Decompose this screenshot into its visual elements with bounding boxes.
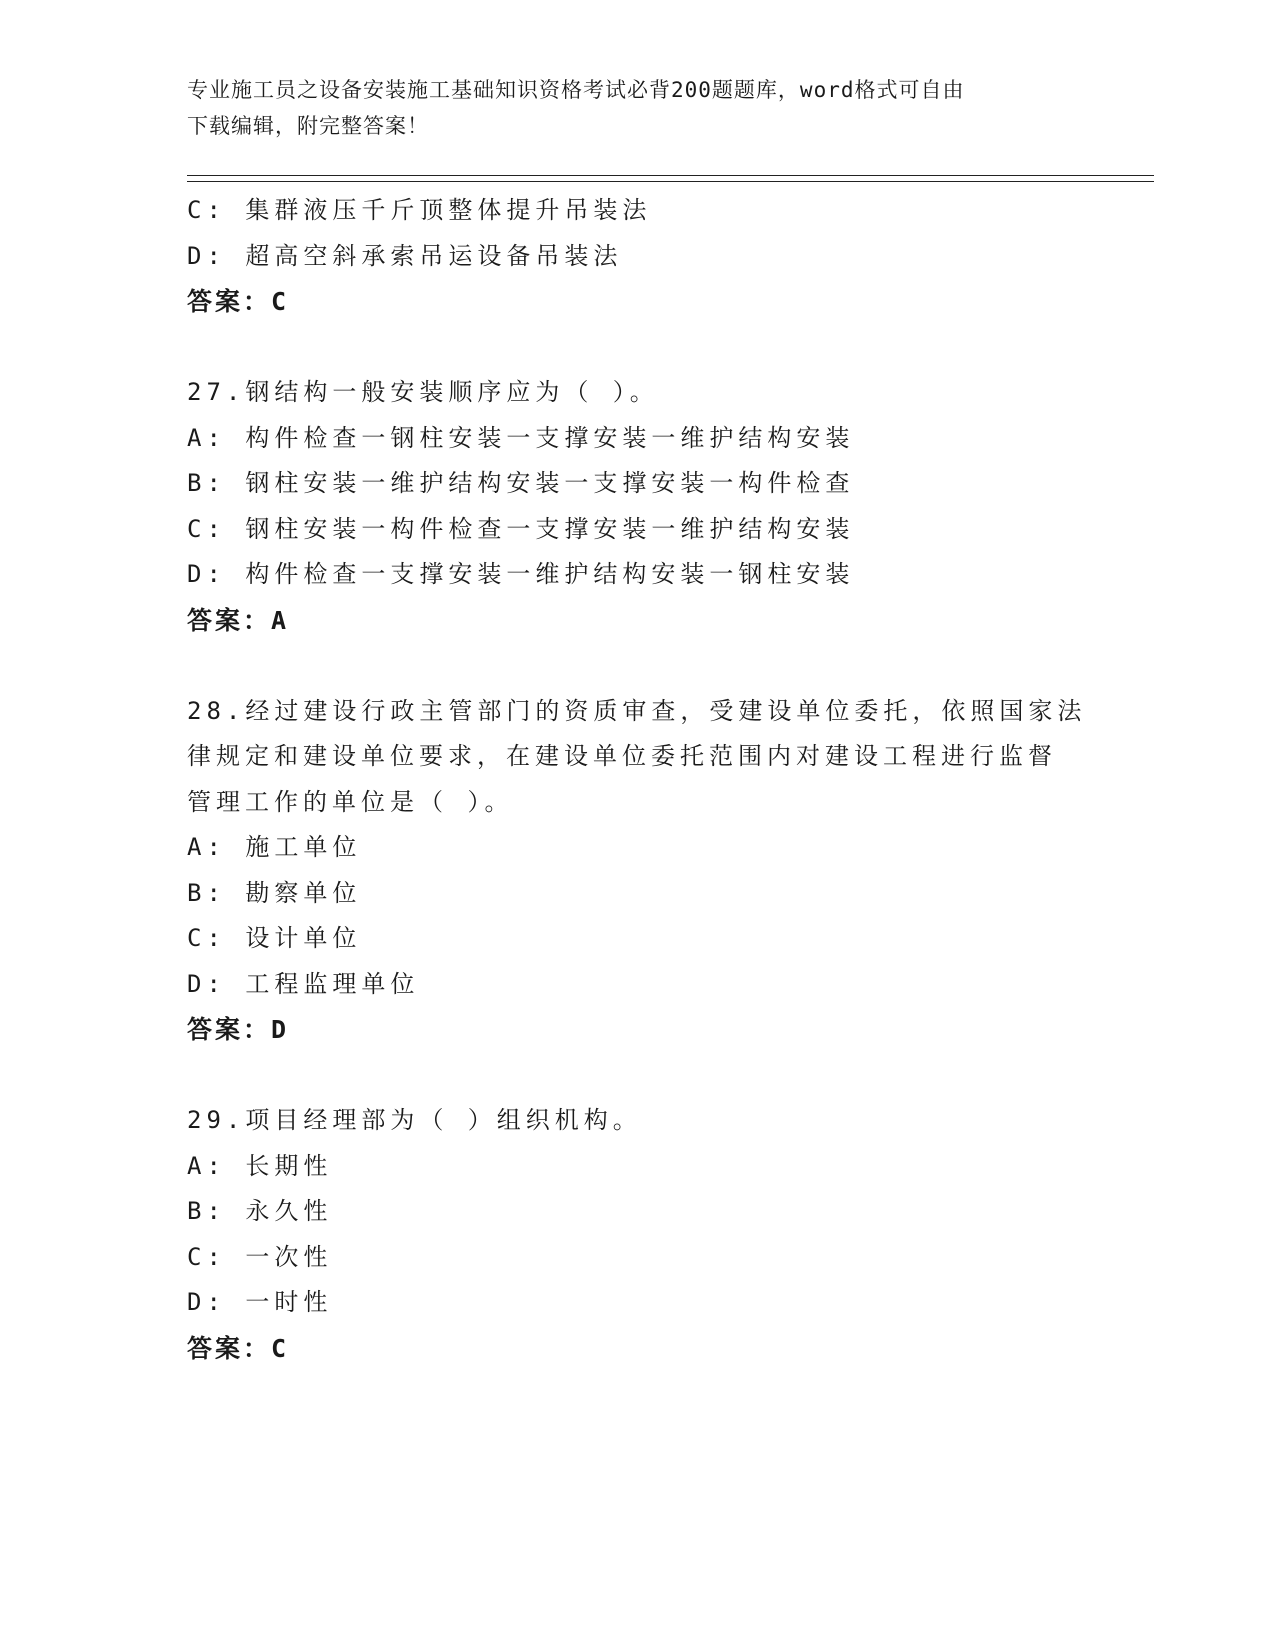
option-a: A: 构件检查一钢柱安装一支撑安装一维护结构安装 xyxy=(187,423,855,452)
option-d: D: 构件检查一支撑安装一维护结构安装一钢柱安装 xyxy=(187,560,855,588)
option-a: A: 长期性 xyxy=(187,1151,333,1180)
question-28-block xyxy=(187,689,1087,1053)
answer-line: 答案：A xyxy=(187,605,290,635)
question-27-block xyxy=(187,370,1087,643)
option-c: C: 一次性 xyxy=(187,1242,333,1271)
option-b: B: 永久性 xyxy=(187,1197,333,1225)
question-stem: 27.钢结构一般安装顺序应为（ ）。 xyxy=(187,378,659,406)
option-c: C: 集群液压千斤顶整体提升吊装法 xyxy=(187,196,652,224)
answer-line: 答案：C xyxy=(187,287,290,316)
document-header xyxy=(187,72,1087,144)
header-divider-bottom xyxy=(187,181,1154,182)
header-divider-top xyxy=(187,175,1154,176)
question-list xyxy=(187,188,1087,1371)
option-c: C: 设计单位 xyxy=(187,924,362,952)
header-line-1: 专业施工员之设备安装施工基础知识资格考试必背200题题库，word格式可自由 xyxy=(187,78,965,102)
answer-line: 答案：C xyxy=(187,1333,290,1363)
option-d: D: 一时性 xyxy=(187,1288,333,1316)
header-line-2: 下载编辑，附完整答案！ xyxy=(187,114,429,138)
question-29-block xyxy=(187,1098,1087,1371)
spacer xyxy=(187,643,1087,689)
spacer xyxy=(187,325,1087,371)
option-d: D: 工程监理单位 xyxy=(187,969,420,998)
question-stem-line-3: 管理工作的单位是（ ）。 xyxy=(187,787,514,816)
option-c: C: 钢柱安装一构件检查一支撑安装一维护结构安装 xyxy=(187,514,855,543)
question-stem-line-2: 律规定和建设单位要求，在建设单位委托范围内对建设工程进行监督 xyxy=(187,742,1057,770)
question-stem-line-1: 28.经过建设行政主管部门的资质审查，受建设单位委托，依照国家法 xyxy=(187,696,1087,725)
question-stem: 29.项目经理部为（ ）组织机构。 xyxy=(187,1106,642,1134)
spacer xyxy=(187,1053,1087,1099)
answer-line: 答案：D xyxy=(187,1015,290,1044)
option-b: B: 钢柱安装一维护结构安装一支撑安装一构件检查 xyxy=(187,469,855,497)
question-26-block xyxy=(187,188,1087,325)
option-b: B: 勘察单位 xyxy=(187,878,362,907)
option-a: A: 施工单位 xyxy=(187,833,362,861)
option-d: D: 超高空斜承索吊运设备吊装法 xyxy=(187,241,623,270)
